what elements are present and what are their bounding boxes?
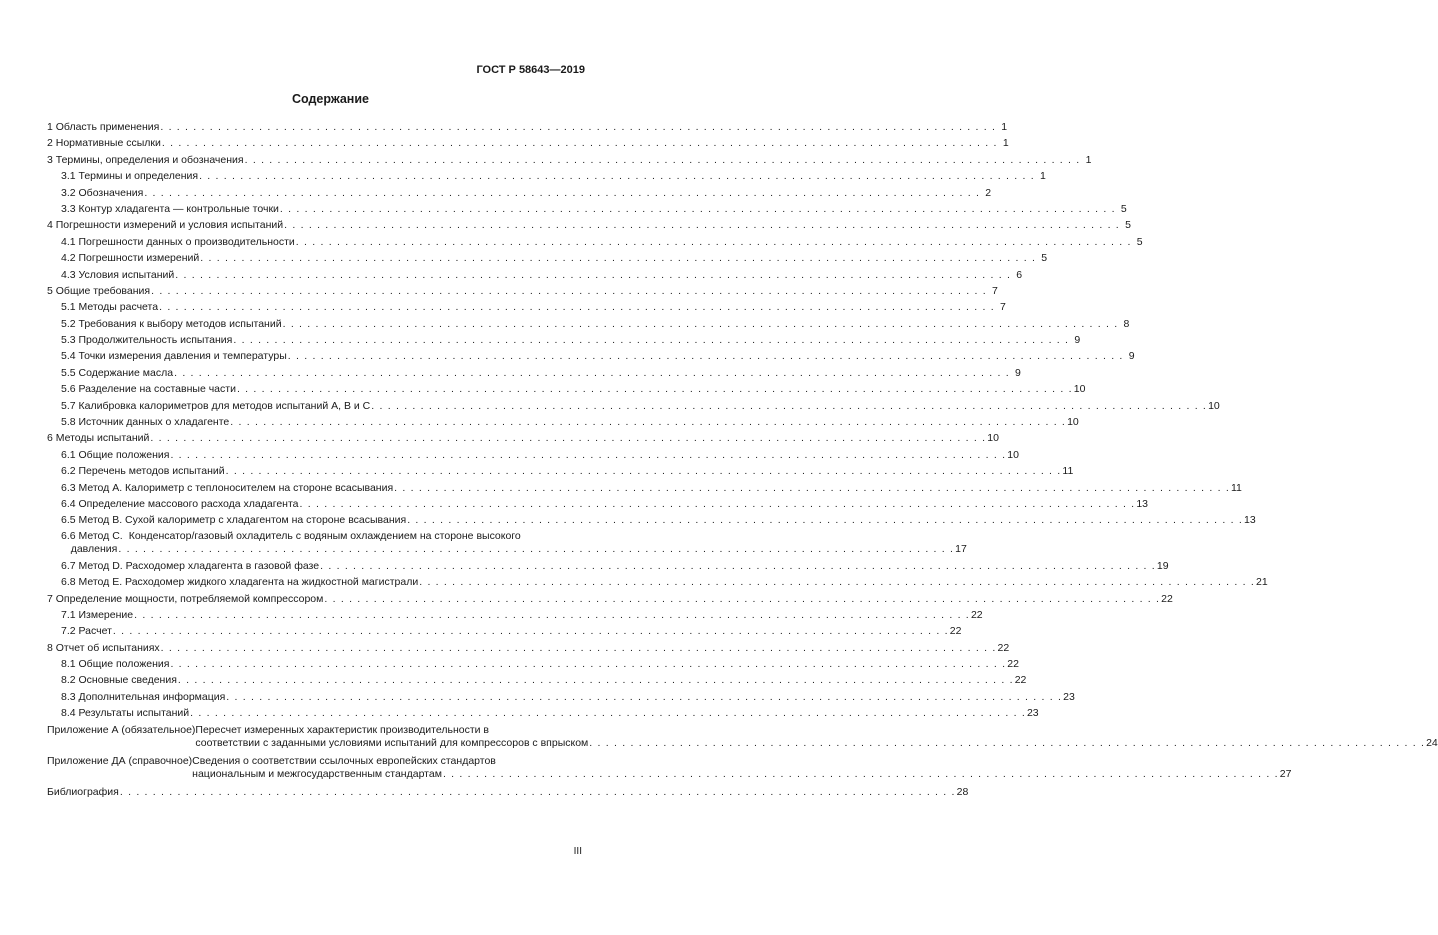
toc-entry-text: 5.8 Источник данных о хладагенте <box>61 416 230 429</box>
appendix-text-line1: Пересчет измеренных характеристик производительности в <box>195 723 489 736</box>
toc-entry[interactable] <box>47 480 1242 496</box>
toc-page-number: 24 <box>1426 737 1438 750</box>
toc-entry[interactable] <box>47 656 1019 672</box>
toc-entry[interactable] <box>47 607 983 623</box>
toc-entry-text: 5.2 Требования к выбору методов испытаний <box>61 317 282 330</box>
toc-entry[interactable] <box>47 250 1048 266</box>
toc-entry[interactable] <box>47 332 1081 348</box>
leader-dots <box>419 574 1255 590</box>
toc-page-number: 22 <box>1014 674 1027 687</box>
toc-page-number: 22 <box>949 625 962 638</box>
leader-dots <box>170 656 1006 672</box>
toc-page-number: 22 <box>1007 658 1019 671</box>
toc-entry-6-6[interactable] <box>47 529 967 557</box>
toc-entry[interactable] <box>47 463 1074 479</box>
toc-entry[interactable] <box>47 512 1256 528</box>
appendix-label: Приложение А (обязательное) <box>47 723 196 736</box>
leader-dots <box>589 737 1425 751</box>
leader-dots <box>190 705 1026 721</box>
toc-entry-text: 3.3 Контур хладагента — контрольные точки <box>61 202 279 215</box>
toc-entry-text: 6.8 Метод Е. Расходомер жидкого хладагента на жидкостной магистрали <box>61 576 419 589</box>
leader-dots <box>233 332 1069 348</box>
toc-page-number: 27 <box>1279 768 1292 781</box>
toc-entry[interactable] <box>47 299 1006 315</box>
toc-title: Содержание <box>291 92 369 106</box>
toc-entry[interactable] <box>47 558 1169 574</box>
toc-entry-text: 6 Методы испытаний <box>47 432 150 445</box>
table-of-contents <box>47 119 1438 800</box>
leader-dots <box>151 283 987 299</box>
toc-entry-text-line1: Конденсатор/газовый охладитель с водяным охлаждением на стороне высокого <box>128 529 521 542</box>
toc-page-number: 22 <box>1161 592 1173 605</box>
toc-entry-text: 2 Нормативные ссылки <box>47 137 161 150</box>
toc-entry-label: 6.6 Метод С. <box>61 529 123 542</box>
toc-entry[interactable] <box>47 705 1039 721</box>
toc-entry-text: 3.1 Термины и определения <box>61 170 199 183</box>
leader-dots <box>324 591 1160 607</box>
toc-entry[interactable] <box>47 365 1021 381</box>
toc-entry[interactable] <box>47 447 1019 463</box>
appendix-text-line2: соответствии с заданными условиями испытаний для компрессоров с впрыском <box>195 737 589 750</box>
toc-page-number: 28 <box>956 785 969 798</box>
toc-entry[interactable] <box>47 168 1046 184</box>
toc-entry[interactable] <box>47 591 1173 607</box>
toc-entry-text: 7 Определение мощности, потребляемой компрессором <box>47 592 324 605</box>
toc-entry-text: 5.6 Разделение на составные части <box>61 383 236 396</box>
toc-page-number: 5 <box>1120 202 1127 215</box>
appendix-label: Приложение ДА (справочное) <box>47 754 193 767</box>
leader-dots <box>226 463 1062 479</box>
toc-entry-text: 8.3 Дополнительная информация <box>61 690 226 703</box>
toc-page-number: 23 <box>1063 690 1075 703</box>
leader-dots <box>199 168 1035 184</box>
leader-dots <box>200 250 1036 266</box>
toc-entry-text: 5.4 Точки измерения давления и температуры <box>61 350 287 363</box>
leader-dots <box>178 672 1014 688</box>
leader-dots <box>284 217 1120 233</box>
toc-page-number: 7 <box>1000 301 1006 314</box>
toc-page-number: 10 <box>1073 383 1086 396</box>
leader-dots <box>226 689 1062 705</box>
toc-entry[interactable] <box>47 316 1130 332</box>
toc-appendix-a[interactable] <box>47 723 1438 751</box>
leader-dots <box>150 430 986 446</box>
leader-dots <box>118 543 954 557</box>
leader-dots <box>170 447 1006 463</box>
toc-entry-text: 5.7 Калибровка калориметров для методов испытаний А, В и С <box>61 399 371 412</box>
toc-page-number: 17 <box>955 543 967 556</box>
toc-entry[interactable] <box>47 689 1075 705</box>
appendix-text-line1: Сведения о соответствии ссылочных европейских стандартов <box>192 754 496 767</box>
leader-dots <box>237 381 1073 397</box>
appendix-text-line2: национальным и межгосударственным стандартам <box>192 768 442 781</box>
toc-page-number: 10 <box>987 432 999 445</box>
toc-page-number: 1 <box>1085 153 1092 166</box>
toc-page-number: 11 <box>1062 465 1074 478</box>
leader-dots <box>175 267 1011 283</box>
toc-page-number: 11 <box>1230 481 1242 494</box>
leader-dots <box>245 152 1081 168</box>
toc-entry[interactable] <box>47 201 1127 217</box>
toc-entry-text: 4.3 Условия испытаний <box>61 268 175 281</box>
toc-entry-text: 6.4 Определение массового расхода хладагента <box>61 497 299 510</box>
leader-dots <box>230 414 1066 430</box>
toc-entry-text: 8.2 Основные сведения <box>61 674 177 687</box>
toc-bibliography[interactable] <box>47 784 969 800</box>
leader-dots <box>162 135 998 151</box>
toc-entry-text: 5.1 Методы расчета <box>61 301 159 314</box>
toc-entry[interactable] <box>47 640 1010 656</box>
toc-page-number: 5 <box>1136 235 1143 248</box>
leader-dots <box>174 365 1010 381</box>
toc-page-number: 10 <box>1208 399 1220 412</box>
leader-dots <box>283 316 1119 332</box>
toc-page-number: 23 <box>1026 707 1039 720</box>
leader-dots <box>407 512 1243 528</box>
toc-page-number: 22 <box>997 641 1010 654</box>
toc-entry[interactable] <box>47 381 1086 397</box>
toc-entry-text: 1 Область применения <box>47 120 160 133</box>
leader-dots <box>320 558 1156 574</box>
toc-page-number: 10 <box>1007 448 1019 461</box>
toc-entry-text: Библиография <box>47 785 119 798</box>
toc-entry-text: 4 Погрешности измерений и условия испытаний <box>47 219 284 232</box>
toc-entry-text: 6.7 Метод D. Расходомер хладагента в газовой фазе <box>61 559 320 572</box>
leader-dots <box>134 607 970 623</box>
toc-page-number: 8 <box>1123 317 1130 330</box>
toc-entry-text: 3.2 Обозначения <box>61 186 144 199</box>
leader-dots <box>296 234 1132 250</box>
toc-appendix-da[interactable] <box>47 754 1292 782</box>
toc-page-number: 1 <box>1040 170 1046 183</box>
toc-page-number: 9 <box>1128 350 1135 363</box>
toc-entry[interactable] <box>47 496 1148 512</box>
toc-entry[interactable] <box>47 574 1268 590</box>
toc-page-number: 21 <box>1256 576 1268 589</box>
leader-dots <box>288 348 1124 364</box>
toc-entry-text-line2: давления <box>70 543 118 556</box>
toc-page-number: 2 <box>985 186 992 199</box>
toc-entry-text: 7.2 Расчет <box>61 625 112 638</box>
leader-dots <box>144 185 980 201</box>
toc-entry-text: 5.5 Содержание масла <box>61 366 174 379</box>
leader-dots <box>120 784 956 800</box>
toc-entry-text: 8.1 Общие положения <box>61 658 170 671</box>
toc-page-number: 6 <box>1016 268 1023 281</box>
toc-page-number: 5 <box>1125 219 1131 232</box>
toc-entry[interactable] <box>47 217 1131 233</box>
toc-entry[interactable] <box>47 185 992 201</box>
toc-page-number: 13 <box>1244 514 1256 527</box>
toc-entry[interactable] <box>47 673 1027 689</box>
leader-dots <box>394 480 1230 496</box>
leader-dots <box>443 768 1279 782</box>
leader-dots <box>161 640 997 656</box>
toc-entry-text: 4.1 Погрешности данных о производительности <box>61 235 295 248</box>
toc-entry-text: 5.3 Продолжительность испытания <box>61 334 233 347</box>
leader-dots <box>300 496 1136 512</box>
toc-page-number: 1 <box>1002 137 1009 150</box>
toc-page-number: 1 <box>1001 120 1008 133</box>
toc-entry[interactable] <box>47 623 962 639</box>
toc-entry-text: 8 Отчет об испытаниях <box>47 641 160 654</box>
toc-entry-text: 6.1 Общие положения <box>61 448 170 461</box>
toc-entry[interactable] <box>47 414 1079 430</box>
toc-entry-text: 8.4 Результаты испытаний <box>61 707 190 720</box>
toc-entry[interactable] <box>47 430 999 446</box>
toc-entry-text: 4.2 Погрешности измерений <box>61 252 200 265</box>
leader-dots <box>159 299 995 315</box>
toc-page-number: 9 <box>1074 334 1081 347</box>
toc-entry[interactable] <box>47 398 1220 414</box>
toc-page-number: 10 <box>1067 416 1079 429</box>
toc-page-number: 19 <box>1156 559 1169 572</box>
toc-entry[interactable] <box>47 283 998 299</box>
toc-entry[interactable] <box>47 119 1008 135</box>
toc-page-number: 5 <box>1041 252 1048 265</box>
toc-page-number: 9 <box>1015 366 1021 379</box>
toc-entry[interactable] <box>47 135 1009 151</box>
toc-entry-text: 6.3 Метод А. Калориметр с теплоносителем на стороне всасывания <box>61 481 394 494</box>
toc-entry[interactable] <box>47 234 1143 250</box>
toc-entry-text: 6.5 Метод В. Сухой калориметр с хладагентом на стороне всасывания <box>61 514 407 527</box>
leader-dots <box>113 623 949 639</box>
page-number: III <box>573 846 582 857</box>
toc-entry-text: 7.1 Измерение <box>61 608 134 621</box>
leader-dots <box>280 201 1116 217</box>
toc-page-number: 7 <box>992 284 998 297</box>
toc-entry-text: 6.2 Перечень методов испытаний <box>61 465 225 478</box>
leader-dots <box>160 119 996 135</box>
toc-entry[interactable] <box>47 348 1135 364</box>
leader-dots <box>371 398 1207 414</box>
toc-entry[interactable] <box>47 152 1092 168</box>
standard-code: ГОСТ Р 58643—2019 <box>476 64 585 76</box>
toc-entry-text: 5 Общие требования <box>47 284 151 297</box>
toc-entry-text: 3 Термины, определения и обозначения <box>47 153 244 166</box>
toc-page-number: 22 <box>970 608 983 621</box>
toc-page-number: 13 <box>1136 497 1148 510</box>
toc-entry[interactable] <box>47 267 1023 283</box>
